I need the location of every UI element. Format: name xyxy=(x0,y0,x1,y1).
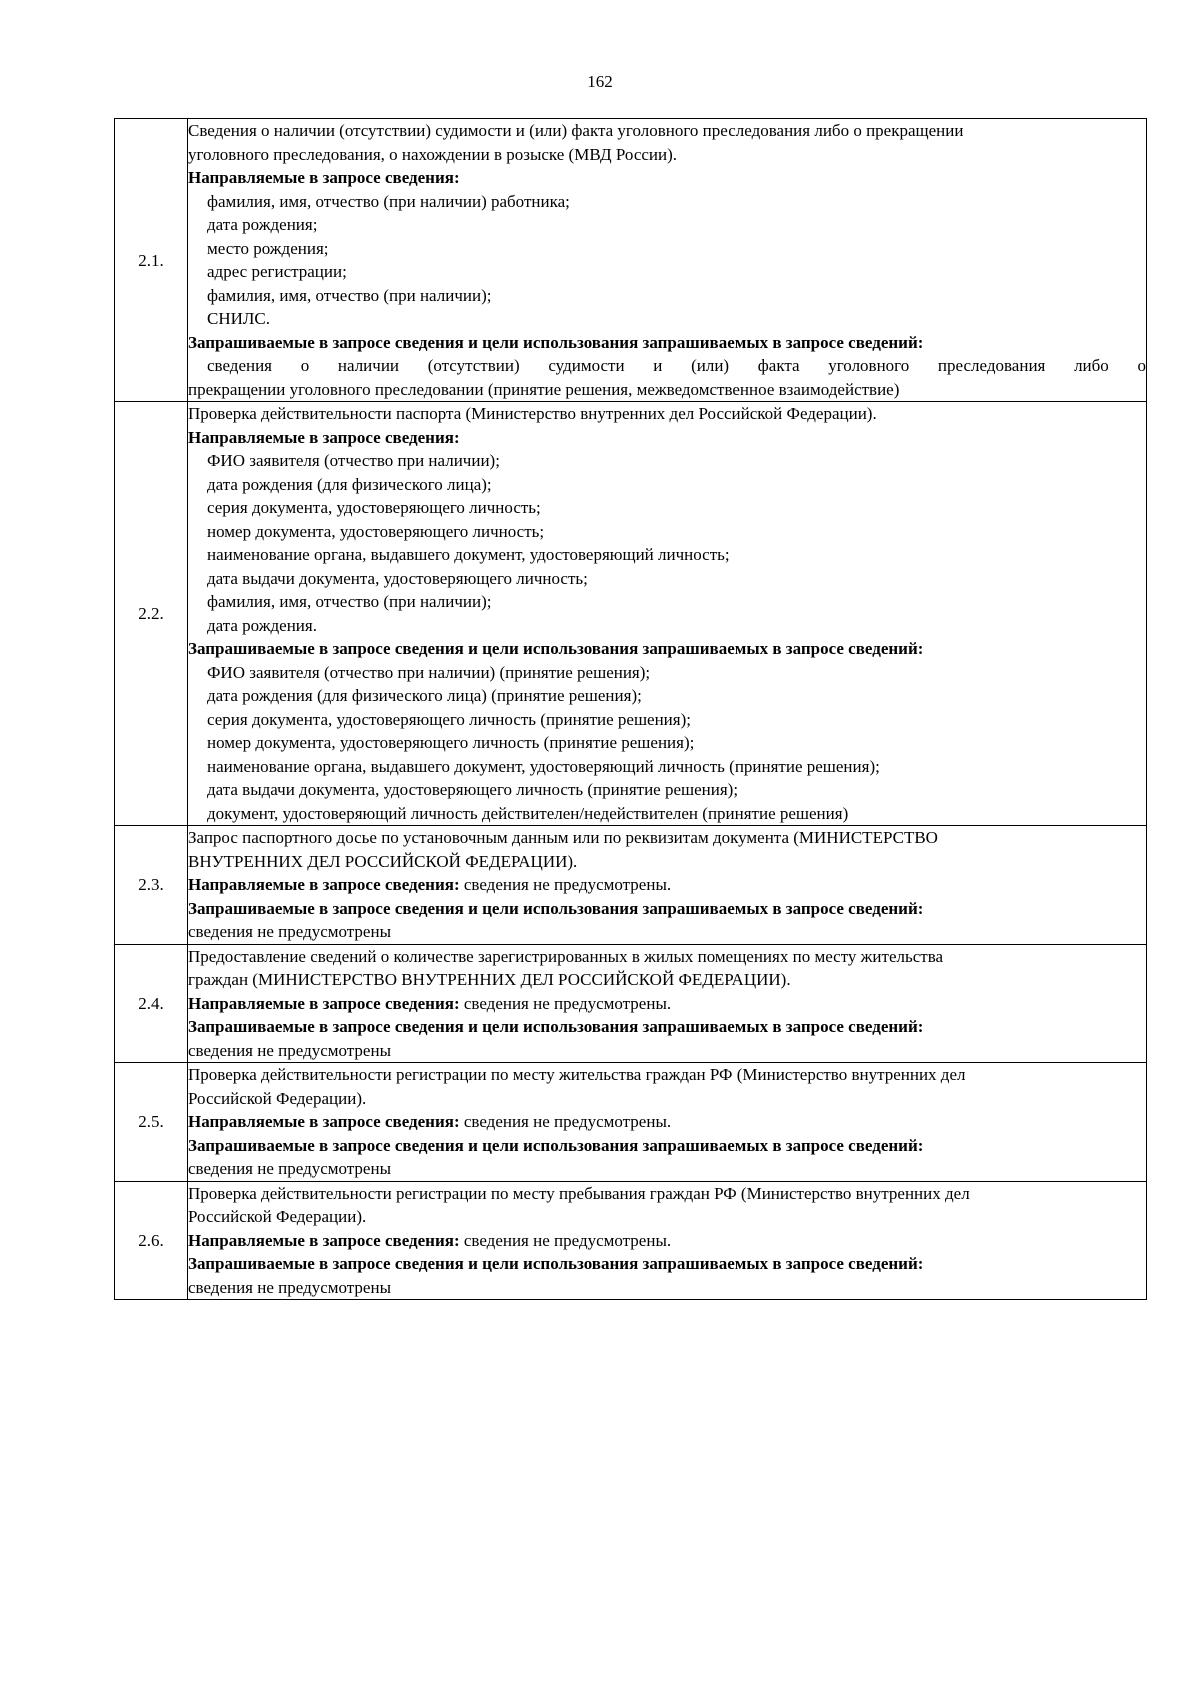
row-intro-line: граждан (МИНИСТЕРСТВО ВНУТРЕННИХ ДЕЛ РОССИЙСКОЙ ФЕДЕРАЦИИ). xyxy=(188,970,791,989)
table-row xyxy=(115,402,1147,826)
requested-item: дата рождения (для физического лица) (принятие решения); xyxy=(207,686,642,705)
row-content xyxy=(188,119,1147,402)
sent-item: серия документа, удостоверяющего личность; xyxy=(207,498,541,517)
sent-item: дата рождения. xyxy=(207,615,317,635)
row-content xyxy=(188,944,1147,1063)
row-intro-line: Российской Федерации). xyxy=(188,1207,367,1226)
row-number: 2.4. xyxy=(115,944,188,1063)
requests-table xyxy=(114,118,1147,1300)
requested-heading: Запрашиваемые в запросе сведения и цели использования запрашиваемых в запросе сведений: xyxy=(188,1017,924,1036)
page-number: 162 xyxy=(587,72,613,91)
table-row xyxy=(115,119,1147,402)
row-number: 2.2. xyxy=(115,402,188,826)
requested-item: наименование органа, выдавшего документ, удостоверяющий личность (принятие решения); xyxy=(207,756,880,776)
sent-item: дата рождения (для физического лица); xyxy=(207,474,492,494)
sent-item: адрес регистрации; xyxy=(207,262,347,281)
requested-text: сведения о наличии (отсутствии) судимости и (или) факта уголовного преследования либо о xyxy=(207,356,1146,375)
requested-item: дата выдачи документа, удостоверяющего личность (принятие решения); xyxy=(207,780,739,799)
sent-line xyxy=(188,873,1146,897)
row-intro-line: Предоставление сведений о количестве зарегистрированных в жилых помещениях по месту жительства xyxy=(188,946,944,966)
row-intro-line: Проверка действительности регистрации по месту жительства граждан РФ (Министерство внутренних дел xyxy=(188,1065,966,1084)
sent-line xyxy=(188,992,1146,1016)
sent-value: сведения не предусмотрены. xyxy=(459,1230,672,1250)
sent-heading: Направляемые в запросе сведения: xyxy=(188,1112,460,1131)
row-content xyxy=(188,826,1147,945)
row-content xyxy=(188,1063,1147,1182)
row-number: 2.5. xyxy=(115,1063,188,1182)
requested-heading: Запрашиваемые в запросе сведения и цели использования запрашиваемых в запросе сведений: xyxy=(188,1254,924,1273)
sent-item: ФИО заявителя (отчество при наличии); xyxy=(207,451,500,470)
requested-heading: Запрашиваемые в запросе сведения и цели использования запрашиваемых в запросе сведений: xyxy=(188,1135,924,1155)
row-number: 2.3. xyxy=(115,826,188,945)
table-row xyxy=(115,826,1147,945)
sent-item: дата рождения; xyxy=(207,215,318,234)
sent-line xyxy=(188,1110,1146,1134)
requested-item: серия документа, удостоверяющего личность (принятие решения); xyxy=(207,709,691,729)
sent-heading: Направляемые в запросе сведения: xyxy=(188,168,460,187)
row-intro-line: ВНУТРЕННИХ ДЕЛ РОССИЙСКОЙ ФЕДЕРАЦИИ). xyxy=(188,851,578,871)
row-intro-line: уголовного преследования, о нахождении в розыске (МВД России). xyxy=(188,144,678,164)
requested-value: сведения не предусмотрены xyxy=(188,1040,391,1060)
sent-item: фамилия, имя, отчество (при наличии); xyxy=(207,592,492,611)
sent-item: место рождения; xyxy=(207,238,329,258)
requested-value: сведения не предусмотрены xyxy=(188,1277,391,1297)
requested-item: ФИО заявителя (отчество при наличии) (принятие решения); xyxy=(207,662,651,682)
sent-item: фамилия, имя, отчество (при наличии); xyxy=(207,285,492,305)
row-content xyxy=(188,1181,1147,1300)
row-intro-line: Российской Федерации). xyxy=(188,1088,367,1108)
sent-heading: Направляемые в запросе сведения: xyxy=(188,1230,460,1250)
requested-heading: Запрашиваемые в запросе сведения и цели использования запрашиваемых в запросе сведений: xyxy=(188,898,924,918)
sent-heading: Направляемые в запросе сведения: xyxy=(188,427,460,447)
row-intro-line: Запрос паспортного досье по установочным данным или по реквизитам документа (МИНИСТЕРСТВО xyxy=(188,828,938,847)
row-number: 2.6. xyxy=(115,1181,188,1300)
sent-value: сведения не предусмотрены. xyxy=(459,993,672,1013)
sent-item: СНИЛС. xyxy=(207,309,271,328)
sent-value: сведения не предусмотрены. xyxy=(459,1112,672,1131)
table-row xyxy=(115,1181,1147,1300)
row-number: 2.1. xyxy=(115,119,188,402)
table-row xyxy=(115,1063,1147,1182)
sent-item: наименование органа, выдавшего документ, удостоверяющий личность; xyxy=(207,545,730,564)
requested-value: сведения не предусмотрены xyxy=(188,922,391,941)
sent-line xyxy=(188,1229,1146,1253)
table-row xyxy=(115,944,1147,1063)
sent-item: фамилия, имя, отчество (при наличии) работника; xyxy=(207,191,570,211)
sent-item: номер документа, удостоверяющего личность; xyxy=(207,521,545,541)
sent-item: дата выдачи документа, удостоверяющего личность; xyxy=(207,568,588,588)
sent-heading: Направляемые в запросе сведения: xyxy=(188,993,460,1013)
requested-item: номер документа, удостоверяющего личность (принятие решения); xyxy=(207,733,695,752)
row-intro-line: Проверка действительности регистрации по месту пребывания граждан РФ (Министерство внутренних дел xyxy=(188,1183,970,1203)
row-intro-line: Проверка действительности паспорта (Министерство внутренних дел Российской Федерации). xyxy=(188,404,877,423)
sent-heading: Направляемые в запросе сведения: xyxy=(188,875,460,894)
row-intro-line: Сведения о наличии (отсутствии) судимости и (или) факта уголовного преследования либо о прекращении xyxy=(188,121,964,140)
requested-item: документ, удостоверяющий личность действителен/недействителен (принятие решения) xyxy=(207,803,849,823)
requested-heading: Запрашиваемые в запросе сведения и цели использования запрашиваемых в запросе сведений: xyxy=(188,332,924,352)
row-content xyxy=(188,402,1147,826)
requested-value: сведения не предусмотрены xyxy=(188,1159,391,1178)
requested-heading: Запрашиваемые в запросе сведения и цели использования запрашиваемых в запросе сведений: xyxy=(188,639,924,658)
requested-text: прекращении уголовного преследовании (принятие решения, межведомственное взаимодействие) xyxy=(188,379,900,399)
sent-value: сведения не предусмотрены. xyxy=(459,875,672,894)
